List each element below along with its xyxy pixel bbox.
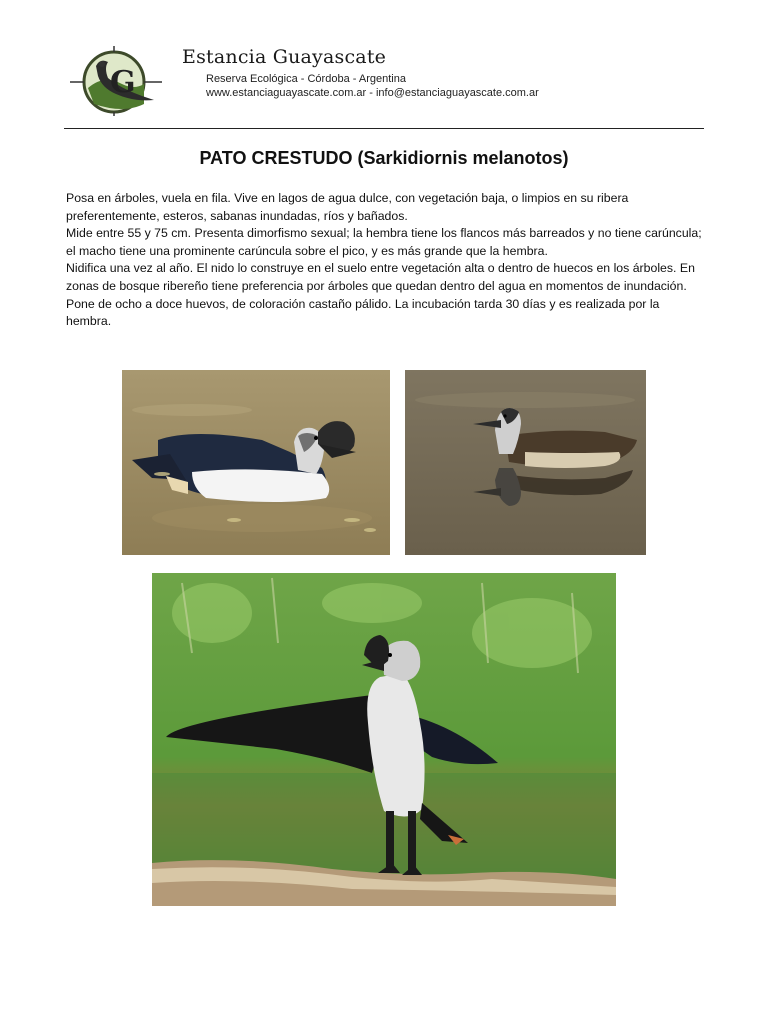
reserve-subtitle: Reserva Ecológica - Córdoba - Argentina xyxy=(206,73,406,85)
paragraph-size: Mide entre 55 y 75 cm. Presenta dimorfismo sexual; la hembra tiene los flancos más barreados y no tiene carúncula; el macho tiene una prominente carúncula sobre el pico, y es más grande que la hembra. xyxy=(66,226,702,258)
contact-line: www.estanciaguayascate.com.ar - info@estanciaguayascate.com.ar xyxy=(206,87,539,99)
header-divider xyxy=(64,128,704,129)
brand-name: Estancia Guayascate xyxy=(182,46,387,68)
photo-wings-spread xyxy=(152,573,616,906)
letterhead xyxy=(64,38,704,118)
paragraph-nesting: Nidifica una vez al año. El nido lo construye en el suelo entre vegetación alta o dentro de huecos en los árboles. En zonas de bosque ribereño tiene preferencia por árboles que quedan dentro del agua en momentos de inundación. Pone de ocho a doce huevos, de coloración castaño pálido. La incubación tarda 30 días y es realizada por la hembra. xyxy=(66,261,695,329)
page-title: PATO CRESTUDO (Sarkidiornis melanotos) xyxy=(199,148,569,168)
photo-male-swimming xyxy=(122,370,390,555)
description-text xyxy=(66,190,706,331)
photo-female-reflection xyxy=(405,370,646,555)
estancia-logo xyxy=(64,44,168,116)
paragraph-habitat: Posa en árboles, vuela en fila. Vive en lagos de agua dulce, con vegetación baja, o limpios en su ribera preferentemente, esteros, sabanas inundadas, ríos y bañados. xyxy=(66,191,629,223)
svg-text:G: G xyxy=(110,65,136,100)
